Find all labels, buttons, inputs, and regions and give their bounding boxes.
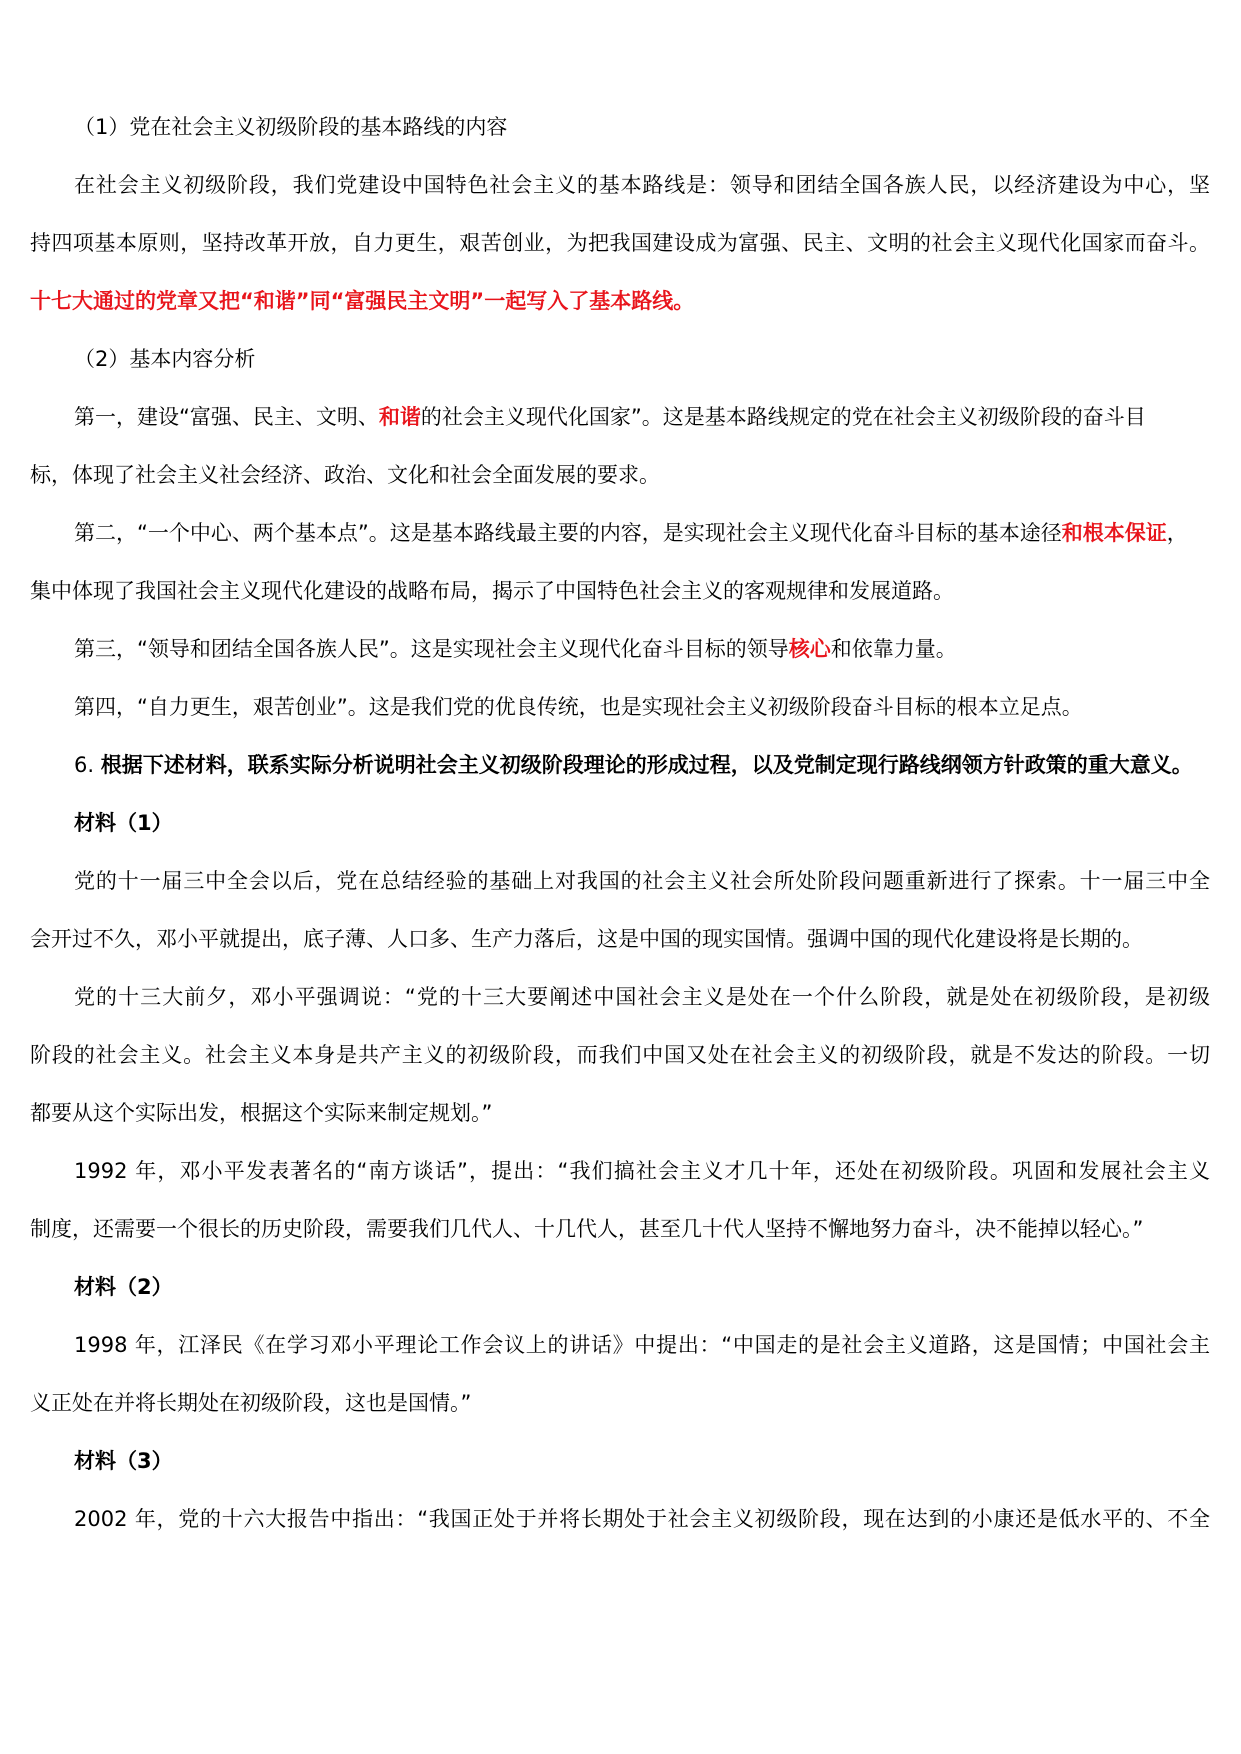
paragraph-line — [74, 866, 1210, 896]
material-heading-2 — [74, 1272, 1210, 1302]
highlighted-term: 核心 — [788, 637, 831, 661]
paragraph-line — [74, 518, 1210, 548]
paragraph-line — [30, 1214, 1210, 1244]
paragraph-text: 标，体现了社会主义社会经济、政治、文化和社会全面发展的要求。 — [30, 463, 660, 487]
paragraph-line — [30, 924, 1210, 954]
material-heading-text: 材料（2） — [74, 1275, 173, 1299]
highlighted-term: 和谐 — [378, 405, 421, 429]
paragraph-line — [30, 228, 1210, 258]
paragraph-text: 1998 年，江泽民《在学习邓小平理论工作会议上的讲话》中提出：“中国走的是社会主义道路，这是国情；中国社会主 — [74, 1333, 1210, 1357]
material-heading-text: 材料（1） — [74, 811, 173, 835]
paragraph-text: 的社会主义现代化国家”。这是基本路线规定的党在社会主义初级阶段的奋斗目 — [420, 405, 1146, 429]
paragraph-text: ， — [1166, 521, 1188, 545]
highlighted-note-text: 十七大通过的党章又把“和谐”同“富强民主文明”一起写入了基本路线。 — [30, 289, 695, 313]
paragraph-text: 都要从这个实际出发，根据这个实际来制定规划。” — [30, 1101, 493, 1125]
paragraph-line — [30, 1098, 1210, 1128]
section-heading-1 — [74, 112, 1210, 142]
paragraph-line — [74, 982, 1210, 1012]
paragraph-line — [30, 1388, 1210, 1418]
paragraph-line — [30, 460, 1210, 490]
paragraph-line — [74, 634, 1210, 664]
material-heading-1 — [74, 808, 1210, 838]
highlighted-term: 和根本保证 — [1061, 521, 1167, 545]
paragraph-text: 和依靠力量。 — [830, 637, 957, 661]
paragraph-line — [74, 1330, 1210, 1360]
paragraph-line — [74, 692, 1210, 722]
material-heading-3 — [74, 1446, 1210, 1476]
paragraph-text: 在社会主义初级阶段，我们党建设中国特色社会主义的基本路线是：领导和团结全国各族人民，以经济建设为中心，坚 — [74, 173, 1210, 197]
paragraph-line — [74, 170, 1210, 200]
paragraph-text: 第四，“自力更生，艰苦创业”。这是我们党的优良传统，也是实现社会主义初级阶段奋斗目标的根本立足点。 — [74, 695, 1083, 719]
section-heading-2 — [74, 344, 1210, 374]
paragraph-line — [74, 402, 1210, 432]
paragraph-text: 集中体现了我国社会主义现代化建设的战略布局，揭示了中国特色社会主义的客观规律和发展道路。 — [30, 579, 954, 603]
paragraph-line — [30, 1040, 1210, 1070]
paragraph-text: 第一，建设“富强、民主、文明、 — [74, 405, 379, 429]
paragraph-text: 持四项基本原则，坚持改革开放，自力更生，艰苦创业，为把我国建设成为富强、民主、文明的社会主义现代化国家而奋斗。 — [30, 231, 1210, 255]
section-heading-1-text: （1）党在社会主义初级阶段的基本路线的内容 — [74, 115, 508, 139]
paragraph-text: 2002 年，党的十六大报告中指出：“我国正处于并将长期处于社会主义初级阶段，现在达到的小康还是低水平的、不全 — [74, 1507, 1210, 1531]
paragraph-text: 第二，“一个中心、两个基本点”。这是基本路线最主要的内容，是实现社会主义现代化奋斗目标的基本途径 — [74, 521, 1062, 545]
paragraph-line — [74, 1504, 1210, 1534]
material-heading-text: 材料（3） — [74, 1449, 173, 1473]
paragraph-text: 会开过不久，邓小平就提出，底子薄、人口多、生产力落后，这是中国的现实国情。强调中国的现代化建设将是长期的。 — [30, 927, 1143, 951]
highlighted-note — [30, 286, 1210, 316]
question-6 — [74, 750, 1210, 780]
paragraph-line — [74, 1156, 1210, 1186]
paragraph-text: 义正处在并将长期处在初级阶段，这也是国情。” — [30, 1391, 472, 1415]
paragraph-text: 党的十三大前夕，邓小平强调说：“党的十三大要阐述中国社会主义是处在一个什么阶段，就是处在初级阶段，是初级 — [74, 985, 1210, 1009]
paragraph-text: 阶段的社会主义。社会主义本身是共产主义的初级阶段，而我们中国又处在社会主义的初级阶段，就是不发达的阶段。一切 — [30, 1043, 1210, 1067]
section-heading-2-text: （2）基本内容分析 — [74, 347, 256, 371]
paragraph-text: 1992 年，邓小平发表著名的“南方谈话”，提出：“我们搞社会主义才几十年，还处在初级阶段。巩固和发展社会主义 — [74, 1159, 1210, 1183]
paragraph-text: 党的十一届三中全会以后，党在总结经验的基础上对我国的社会主义社会所处阶段问题重新进行了探索。十一届三中全 — [74, 869, 1210, 893]
paragraph-text: 制度，还需要一个很长的历史阶段，需要我们几代人、十几代人，甚至几十代人坚持不懈地努力奋斗，决不能掉以轻心。” — [30, 1217, 1144, 1241]
question-number: 6. — [74, 753, 101, 777]
question-text: 根据下述材料，联系实际分析说明社会主义初级阶段理论的形成过程，以及党制定现行路线纲领方针政策的重大意义。 — [100, 753, 1193, 777]
paragraph-text: 第三，“领导和团结全国各族人民”。这是实现社会主义现代化奋斗目标的领导 — [74, 637, 789, 661]
paragraph-line — [30, 576, 1210, 606]
